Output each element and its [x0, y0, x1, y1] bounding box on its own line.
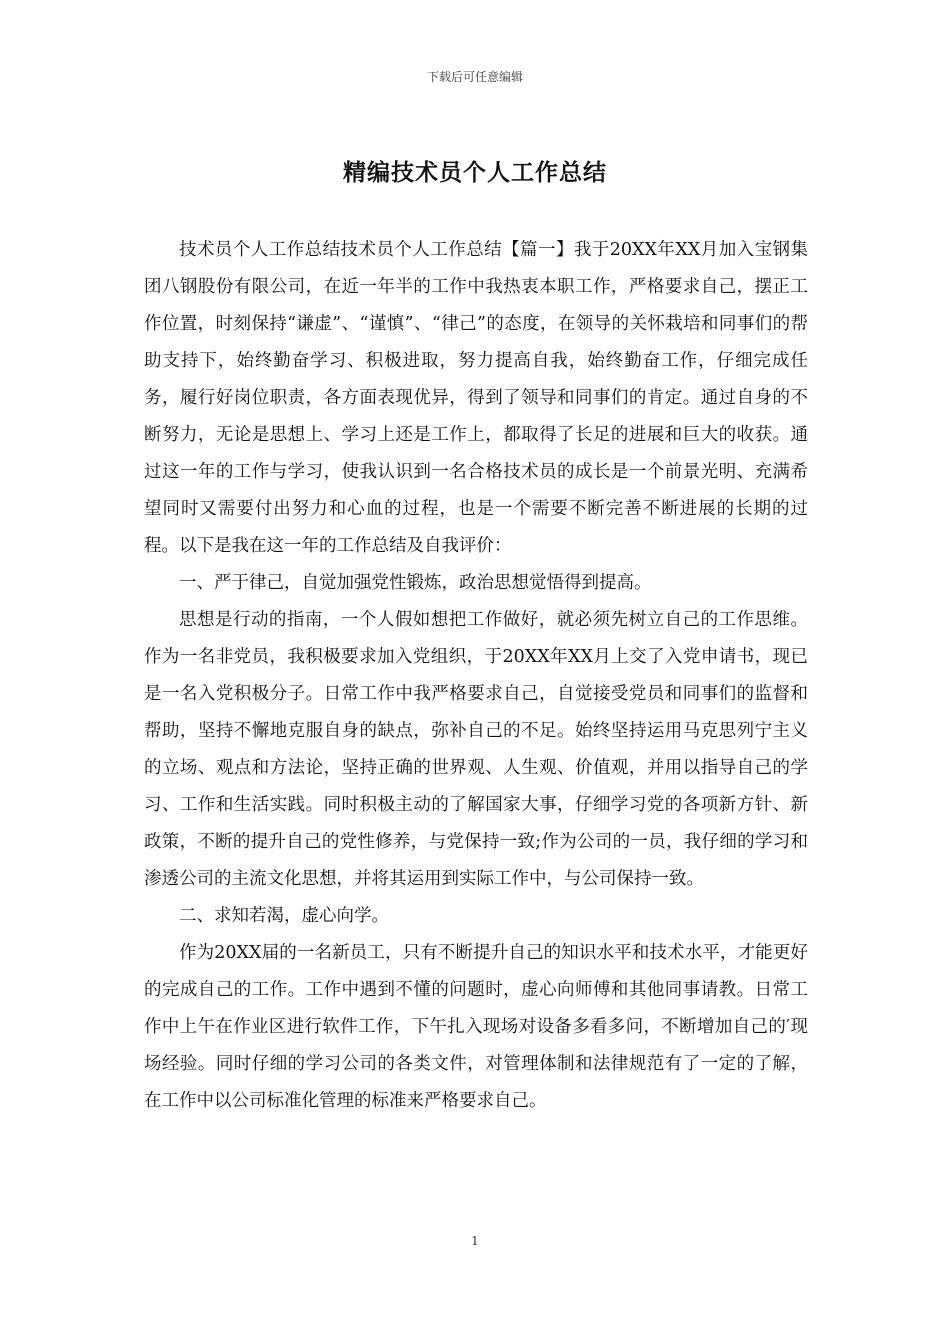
- section-heading-2: 二、求知若渴，虚心向学。: [179, 906, 389, 926]
- paragraph-section-2: 作为20XX届的一名新员工，只有不断提升自己的知识水平和技术水平，才能更好的完成自己的工作。工作中遇到不懂的问题时，虚心向师傅和其他同事请教。日常工作中上午在作业区进行软件工作，下午扎入现场对设备多看多问，不断增加自己的′现场经验。同时仔细的学习公司的各类文件，对管理体制和法律规范有了一定的了解，在工作中以公司标准化管理的标准来严格要求自己。: [144, 943, 808, 1111]
- paragraph-intro: 技术员个人工作总结技术员个人工作总结【篇一】我于20XX年XX月加入宝钢集团八钢股份有限公司，在近一年半的工作中我热衷本职工作，严格要求自己，摆正工作位置，时刻保持“谦虚”、“谨慎”、“律己”的态度，在领导的关怀栽培和同事们的帮助支持下，始终勤奋学习、积极进取，努力提高自我，始终勤奋工作，仔细完成任务，履行好岗位职责，各方面表现优异，得到了领导和同事们的肯定。通过自身的不断努力，无论是思想上、学习上还是工作上，都取得了长足的进展和巨大的收获。通过这一年的工作与学习，使我认识到一名合格技术员的成长是一个前景光明、充满希望同时又需要付出努力和心血的过程，也是一个需要不断完善不断进展的长期的过程。以下是我在这一年的工作总结及自我评价：: [144, 240, 808, 556]
- section-heading-1: 一、严于律己，自觉加强党性锻炼，政治思想觉悟得到提高。: [179, 573, 652, 593]
- header-note: 下载后可任意编辑: [426, 70, 523, 84]
- paragraph-section-1: 思想是行动的指南，一个人假如想把工作做好，就必须先树立自己的工作思维。作为一名非党员，我积极要求加入党组织，于20XX年XX月上交了入党申请书，现已是一名入党积极分子。日常工作中我严格要求自己，自觉接受党员和同事们的监督和帮助，坚持不懈地克服自身的缺点，弥补自己的不足。始终坚持运用马克思列宁主义的立场、观点和方法论，坚持正确的世界观、人生观、价值观，并用以指导自己的学习、工作和生活实践。同时积极主动的了解国家大事，仔细学习党的各项新方针、新政策，不断的提升自己的党性修养，与党保持一致;作为公司的一员，我仔细的学习和渗透公司的主流文化思想，并将其运用到实际工作中，与公司保持一致。: [144, 610, 808, 889]
- document-title: 精编技术员个人工作总结: [343, 159, 607, 186]
- document-body: [144, 232, 808, 1120]
- page-number: 1: [471, 1234, 479, 1248]
